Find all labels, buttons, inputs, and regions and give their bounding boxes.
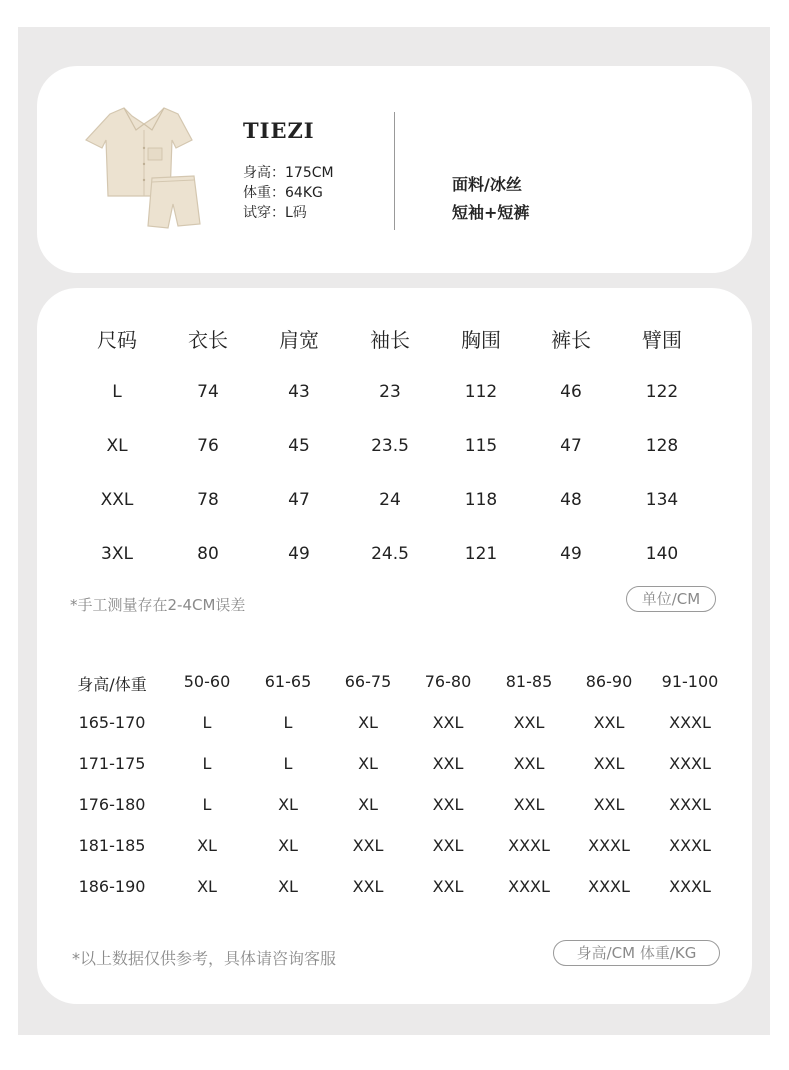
unit-badge: 单位/CM: [626, 586, 716, 612]
recommend-cell: L: [202, 795, 212, 814]
pajama-set-image: [80, 100, 210, 240]
recommend-cell: XL: [278, 877, 298, 896]
size-cell: 122: [645, 382, 679, 402]
recommend-cell: XXXL: [508, 877, 550, 896]
recommend-cell: L: [202, 713, 212, 732]
size-cell: 80: [197, 544, 219, 564]
recommend-cell: 171-175: [78, 754, 146, 773]
recommend-cell: XL: [278, 795, 298, 814]
size-cell: 74: [197, 382, 219, 402]
size-cell: 23.5: [371, 436, 409, 456]
recommend-header: 81-85: [505, 672, 553, 691]
size-cell: 24: [379, 490, 401, 510]
size-cell: 128: [645, 436, 679, 456]
recommend-cell: XXL: [432, 713, 464, 732]
size-cell: 115: [464, 436, 498, 456]
recommend-cell: XL: [278, 836, 298, 855]
shorts-shape: [148, 176, 200, 228]
size-cell: 134: [645, 490, 679, 510]
recommend-header: 86-90: [585, 672, 633, 691]
recommend-cell: L: [283, 754, 293, 773]
recommend-cell: XXL: [513, 795, 545, 814]
measurement-note: *手工测量存在2-4CM误差: [70, 596, 246, 614]
size-cell: 47: [560, 436, 582, 456]
size-cell: 24.5: [371, 544, 409, 564]
recommend-cell: XXL: [593, 754, 625, 773]
fabric-label: 面料/冰丝: [452, 175, 522, 194]
size-cell: XXL: [100, 490, 134, 510]
recommend-header: 76-80: [424, 672, 472, 691]
recommend-cell: XXL: [432, 877, 464, 896]
size-header: 裤长: [551, 328, 591, 352]
recommend-cell: XXL: [593, 713, 625, 732]
recommend-cell: XL: [358, 713, 378, 732]
recommend-cell: XXL: [352, 877, 384, 896]
size-cell: 49: [288, 544, 310, 564]
recommend-cell: 181-185: [78, 836, 146, 855]
size-header: 衣长: [188, 328, 228, 352]
recommend-cell: XL: [358, 795, 378, 814]
recommend-cell: XXL: [513, 713, 545, 732]
recommend-cell: 165-170: [78, 713, 146, 732]
recommend-cell: XXXL: [588, 877, 630, 896]
recommend-cell: 176-180: [78, 795, 146, 814]
size-cell: 47: [288, 490, 310, 510]
unit-badge: 身高/CM 体重/KG: [553, 940, 720, 966]
recommend-cell: XXL: [513, 754, 545, 773]
size-cell: 112: [464, 382, 498, 402]
size-header: 肩宽: [279, 328, 319, 352]
recommend-cell: XXL: [352, 836, 384, 855]
size-cell: 23: [379, 382, 401, 402]
size-cell: 45: [288, 436, 310, 456]
recommend-cell: XXXL: [669, 877, 711, 896]
size-header: 臂围: [642, 328, 682, 352]
recommend-cell: XXXL: [669, 836, 711, 855]
size-cell: L: [112, 382, 122, 402]
recommend-cell: XXXL: [669, 713, 711, 732]
recommend-cell: XXXL: [588, 836, 630, 855]
size-cell: 121: [464, 544, 498, 564]
recommend-header: 50-60: [183, 672, 231, 691]
model-weight: 体重：64KG: [243, 185, 323, 201]
recommend-cell: XXXL: [508, 836, 550, 855]
recommend-cell: XL: [358, 754, 378, 773]
recommend-header: 91-100: [661, 672, 719, 691]
recommend-cell: XXXL: [669, 795, 711, 814]
size-cell: 76: [197, 436, 219, 456]
recommend-cell: 186-190: [78, 877, 146, 896]
size-cell: XL: [106, 436, 128, 456]
size-header: 袖长: [370, 328, 410, 352]
size-cell: 49: [560, 544, 582, 564]
divider: [394, 112, 395, 230]
size-header: 胸围: [461, 328, 501, 352]
recommend-cell: XXL: [432, 795, 464, 814]
reference-note: *以上数据仅供参考，具体请咨询客服: [72, 949, 337, 968]
recommend-header: 61-65: [264, 672, 312, 691]
size-cell: 3XL: [101, 544, 133, 564]
recommend-cell: XXL: [593, 795, 625, 814]
recommend-header: 66-75: [344, 672, 392, 691]
recommend-header: 身高/体重: [77, 675, 147, 694]
size-header: 尺码: [97, 328, 137, 352]
recommend-cell: L: [202, 754, 212, 773]
size-cell: 46: [560, 382, 582, 402]
size-cell: 48: [560, 490, 582, 510]
size-cell: 43: [288, 382, 310, 402]
recommend-cell: XXXL: [669, 754, 711, 773]
recommend-cell: XXL: [432, 836, 464, 855]
recommend-cell: XL: [197, 836, 217, 855]
model-height: 身高：175CM: [243, 165, 334, 181]
recommend-cell: XL: [197, 877, 217, 896]
recommend-cell: XXL: [432, 754, 464, 773]
model-tried-size: 试穿：L码: [243, 205, 307, 221]
style-label: 短袖+短裤: [452, 203, 530, 222]
size-cell: 78: [197, 490, 219, 510]
brand-name: TIEZI: [243, 118, 315, 143]
recommend-cell: L: [283, 713, 293, 732]
size-cell: 140: [645, 544, 679, 564]
size-cell: 118: [464, 490, 498, 510]
